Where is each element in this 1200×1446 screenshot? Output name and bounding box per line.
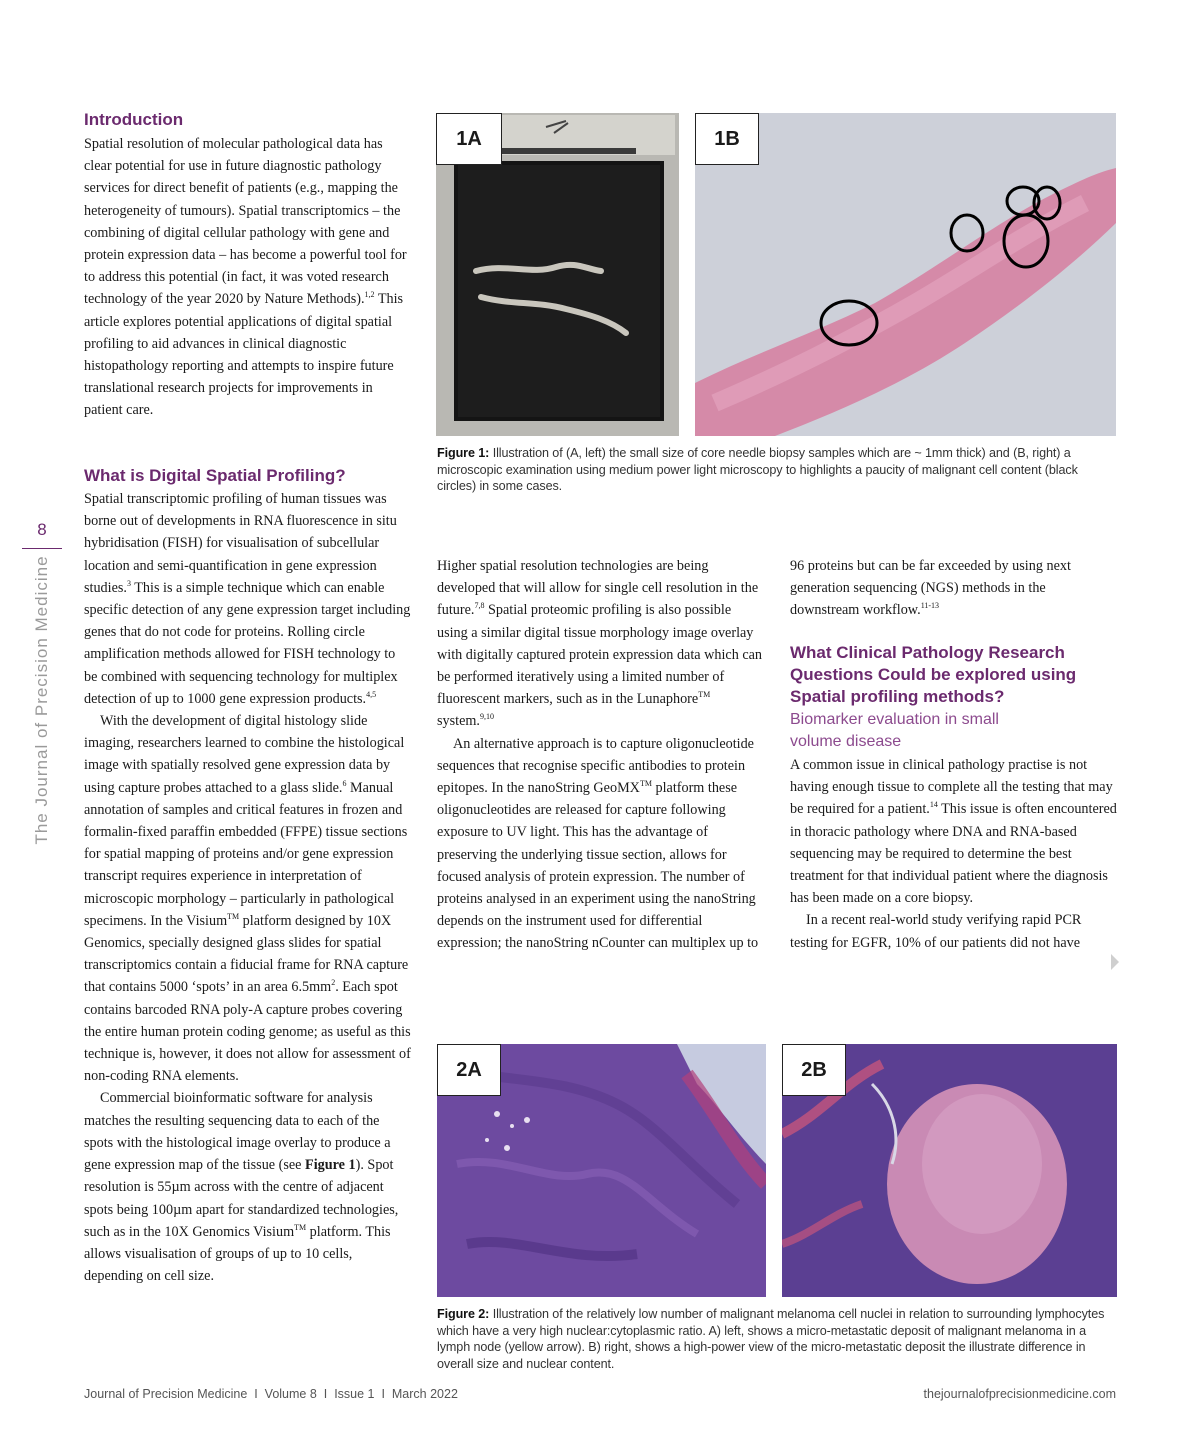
- intro-paragraph: Spatial resolution of molecular pathological data has clear potential for use in future diagnostic pathology services for direct benefit of patients (e.g., mapping the heterogeneity of tumours). Spatial transcriptomics – the combining of digital cellular pathology with gene and protein expression data – has become a powerful tool for to address this potential (in fact, it was voted research technology of the year 2020 by Nature Methods).$^{1,2}$ This article explores potential applications of digital spatial profiling to aid advances in clinical diagnostic histopathology reporting and attempts to inspire future translational research projects for improvements in patient care.: [84, 136, 407, 419]
- page-number: 8: [37, 520, 47, 539]
- dsp-paragraph-2: With the development of digital histology slide imaging, researchers learned to combine the histological image with spatially resolved gene expression data by using capture probes attached to a glass slide.$^6$ Manual annotation of samples and critical features in frozen and formalin-fixed paraffin embedded (FFPE) tissue sections for spatial mapping of proteins and/or gene expression transcript requires experience in interpretation of microscopic morphology – particularly in pathological specimens. In the Visium™ platform designed by 10X Genomics, specially designed glass slides for spatial transcriptomics contain a fiducial frame for RNA capture that contains 5000 ‘spots’ in an area $6.5mm^2$. Each spot contains barcoded RNA poly-A capture probes covering the entire human protein coding genome; as useful as this technique is, however, it does not allow for assessment of non-coding RNA elements.: [84, 713, 411, 1085]
- figure-1a-label: 1A: [436, 113, 502, 165]
- figure-2-caption-label: Figure 2:: [437, 1307, 490, 1321]
- journal-side-title: The Journal of Precision Medicine: [32, 555, 51, 845]
- subheading-biomarker: Biomarker evaluation in small volume disease: [790, 711, 999, 750]
- figure-2a-image: [437, 1044, 766, 1297]
- column-3-text-top: [790, 555, 1118, 622]
- continue-arrow-icon: [1111, 954, 1119, 970]
- column-2-text: [437, 555, 765, 955]
- figure-1b-label: 1B: [695, 113, 759, 165]
- col2-paragraph-1: Higher spatial resolution technologies are being developed that will allow for single cell resolution in the future.$^{7,8}$ Spatial proteomic profiling is also possible using a similar digital tissue morphology image overlay with digitally captured protein expression data which can be performed iteratively using a limited number of fluorescent markers, such as in the Lunaphore™ system.$^{9,10}$: [437, 558, 763, 730]
- figure-2-caption: Figure 2: Illustration of the relatively low number of malignant melanoma cell nuclei in relation to surrounding lymphocytes which have a very high nuclear:cytoplasmic ratio. A) left, shows a micro-metastatic deposit of malignant melanoma in a lymph node (yellow arrow). B) right, shows a high-power view of the micro-metastatic deposit the illustrate difference in overall size and nuclear content.: [437, 1307, 1105, 1371]
- heading-introduction: Introduction: [84, 110, 184, 129]
- page-number-rule: [22, 548, 62, 549]
- heading-what-is-dsp: What is Digital Spatial Profiling?: [84, 466, 346, 485]
- figure-1-caption-label: Figure 1:: [437, 446, 490, 460]
- intro-text: [84, 133, 412, 422]
- figure-1-caption: Figure 1: Illustration of (A, left) the small size of core needle biopsy samples which are ~ 1mm thick) and (B, right) a microscopic examination using medium power light microscopy to highlights a paucity of malignant cell content (black circles) in some cases.: [437, 446, 1078, 493]
- footer-website[interactable]: thejournalofprecisionmedicine.com: [923, 1387, 1116, 1401]
- heading-clinical-questions: What Clinical Pathology Research Questions Could be explored using Spatial profiling methods?: [790, 643, 1077, 706]
- figure-2a-label: 2A: [437, 1044, 501, 1096]
- figure-1b-image: [695, 113, 1116, 436]
- figure-1a-image: [436, 113, 679, 436]
- dsp-paragraph-3: Commercial bioinformatic software for analysis matches the resulting sequencing data to each of the spots with the histological image overlay to produce a gene expression map of the tissue (see Figure 1). Spot resolution is 55µm across with the centre of adjacent spots being 100µm apart for standardized technologies, such as in the 10X Genomics Visium™ platform. This allows visualisation of groups of up to 10 cells, depending on cell size.: [84, 1090, 399, 1285]
- figure-2b-image: [782, 1044, 1117, 1297]
- figure-2b-label: 2B: [782, 1044, 846, 1096]
- dsp-text: [84, 488, 412, 1287]
- dsp-paragraph-1: Spatial transcriptomic profiling of human tissues was borne out of developments in RNA fluorescence in situ hybridisation (FISH) for visualisation of subcellular location and semi-quantification in gene expression studies.$^3$ This is a simple technique which can enable specific detection of any gene expression target including genes that do not code for proteins. Rolling circle amplification methods allowed for FISH technology to be combined with sequencing technology for multiplex detection of up to 1000 gene expression products.$^{4,5}$: [84, 491, 411, 707]
- col3-paragraph-2: A common issue in clinical pathology practise is not having enough tissue to complete all the testing that may be required for a patient.$^{14}$ This issue is often encountered in thoracic pathology where DNA and RNA-based sequencing may be required to determine the best treatment for that individual patient where the diagnosis has been made on a core biopsy.: [790, 757, 1117, 907]
- column-3-text-bottom: [790, 754, 1118, 954]
- col3-paragraph-3: In a recent real-world study verifying rapid PCR testing for EGFR, 10% of our patients did not have: [790, 912, 1082, 951]
- col2-paragraph-2: An alternative approach is to capture oligonucleotide sequences that recognise specific antibodies to protein epitopes. In the nanoString GeoMX™ platform these oligonucleotides are released for capture following exposure to UV light. This has the advantage of preserving the underlying tissue section, allows for focused analysis of protein expression. The number of proteins analysed in an experiment using the nanoString depends on the instrument used for differential expression; the nanoString nCounter can multiplex up to: [437, 735, 759, 952]
- footer-left: Journal of Precision Medicine I Volume 8 I Issue 1 I March 2022: [84, 1387, 458, 1401]
- col3-paragraph-1: 96 proteins but can be far exceeded by using next generation sequencing (NGS) methods in the downstream workflow.$^{11-13}$: [790, 558, 1071, 619]
